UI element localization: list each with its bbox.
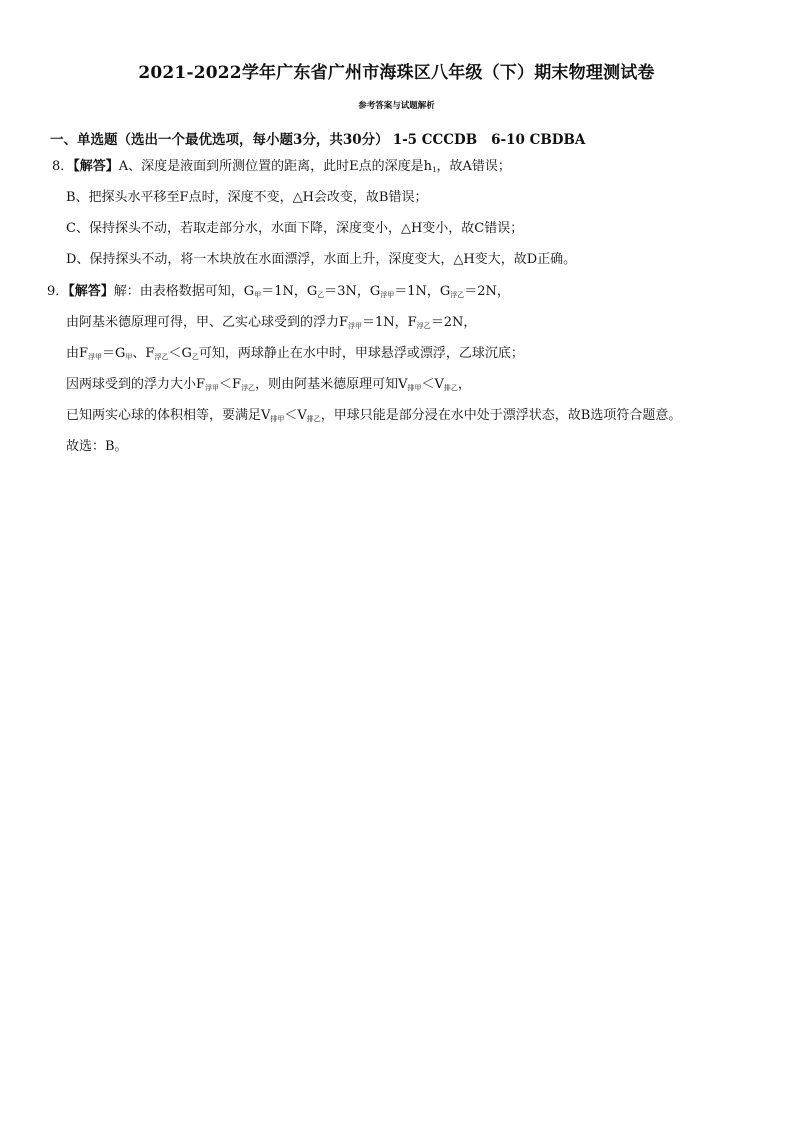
answers-6-10: 6-10 CBDBA (491, 132, 586, 148)
q9-line-1: 9．【解答】解：由表格数据可知，$G_甲=1N$，$G_乙=3N$，$G_{浮甲}=1N$，$G_{浮乙}=2N$， (47, 284, 510, 299)
q8-line-2: B、把探头水平移至F点时，深度不变，△H会改变，故B错误； (66, 190, 428, 205)
section-heading-text: 一、单选题（选出一个最优选项，每小题3分，共30分） (50, 132, 389, 148)
q8-line-1: 8．【解答】A、深度是液面到所测位置的距离，此时E点的深度是$h_1$，故A错误； (52, 159, 511, 174)
page-subtitle: 参考答案与试题解析 (358, 101, 435, 111)
q9-line-5: 已知两实心球的体积相等，要满足$V_{排甲}<V_{排乙}$，甲球只能是部分浸在水中处于漂浮状态，故B选项符合题意。 (66, 408, 682, 423)
q8-line-4: D、保持探头不动，将一木块放在水面漂浮，水面上升，深度变大，△H变大，故D正确。 (66, 252, 577, 267)
q8-line-3: C、保持探头不动，若取走部分水，水面下降，深度变小，△H变小，故C错误； (66, 221, 524, 236)
answers-1-5: 1-5 CCCDB (392, 132, 478, 148)
q9-number: 9． (47, 284, 69, 299)
q9-line-4: 因两球受到的浮力大小$F_{浮甲}<F_{浮乙}$，则由阿基米德原理可知$V_{排甲}<V_{排乙}$， (66, 377, 471, 392)
q9-line-6: 故选：B。 (66, 439, 128, 454)
section-heading (50, 128, 585, 148)
page-title: 2021-2022学年广东省广州市海珠区八年级（下）期末物理测试卷 (138, 63, 655, 83)
q8-answer-tag: 【解答】 (73, 159, 119, 174)
q9-line-3: 由$F_{浮甲}=G_甲$、$F_{浮乙}<G_乙$可知，两球静止在水中时，甲球悬浮或漂浮，乙球沉底； (66, 346, 524, 361)
q9-line-2: 由阿基米德原理可得，甲、乙实心球受到的浮力$F_{浮甲}=1N$，$F_{浮乙}=2N$， (66, 315, 477, 330)
q9-answer-tag: 【解答】 (68, 284, 114, 299)
q8-number: 8． (52, 159, 74, 174)
